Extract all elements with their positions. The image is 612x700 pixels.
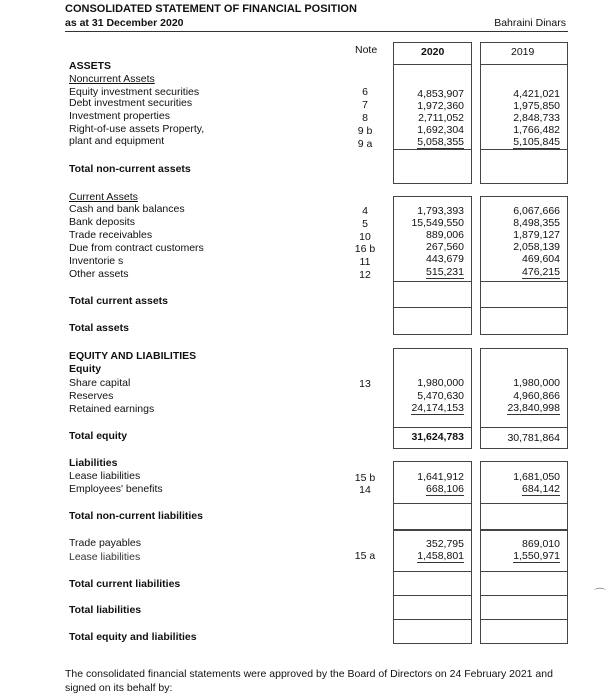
row-note: 15 a (354, 550, 376, 562)
row-value-2020: 443,679 (426, 253, 464, 265)
row-label: Trade payables (69, 537, 141, 549)
total-equity-label: Total equity (69, 430, 128, 442)
row-label: Equity investment securities (69, 86, 200, 98)
row-label: Reserves (69, 390, 114, 402)
total-noncurrent-2020-box (393, 150, 472, 184)
row-value-2019: 4,960,866 (513, 390, 560, 402)
total-current-liabilities-label: Total current liabilities (69, 578, 181, 590)
row-value-2020: 1,641,912 (417, 471, 464, 483)
row-label: Employees' benefits (69, 483, 163, 495)
row-value-2019: 8,498,355 (513, 217, 560, 229)
approval-note: The consolidated financial statements were approved by the Board of Directors on 24 February 2021 and signed on its behalf by: (65, 668, 553, 694)
row-value-2019: 469,604 (522, 253, 560, 265)
row-value-2020: 889,006 (426, 229, 464, 241)
row-value-2020: 1,980,000 (417, 377, 464, 389)
total-equity-2019: 30,781,864 (507, 432, 560, 444)
total-eq-liab-2020-box (393, 620, 472, 644)
row-note: 6 (362, 86, 368, 98)
total-ncl-2019-box (480, 504, 568, 530)
row-label: Lease liabilities (69, 470, 141, 482)
assets-heading: ASSETS (69, 60, 112, 72)
total-equity-2020: 31,624,783 (411, 431, 464, 443)
row-note: 4 (362, 205, 368, 217)
row-note: 9 b (357, 125, 373, 137)
row-value-2019: 5,105,845 (513, 136, 560, 148)
current-assets-heading: Current Assets (69, 191, 138, 203)
row-note: 13 (359, 378, 371, 390)
total-liabilities-label: Total liabilities (69, 604, 142, 616)
total-noncurrent-2019-box (480, 150, 568, 184)
note-column-header: Note (355, 44, 378, 56)
total-ncl-2020-box (393, 504, 472, 530)
row-value-2020: 1,692,304 (417, 124, 464, 136)
row-value-2020: 5,058,355 (417, 136, 464, 148)
total-assets-label: Total assets (69, 322, 129, 334)
liabilities-heading: Liabilities (69, 457, 118, 469)
row-note: 5 (362, 218, 368, 230)
row-label: Bank deposits (69, 216, 135, 228)
row-note: 9 a (357, 138, 373, 150)
row-note: 10 (359, 231, 371, 243)
row-value-2019: 2,848,733 (513, 112, 560, 124)
row-value-2019: 23,840,998 (507, 402, 560, 414)
row-note: 16 b (354, 243, 376, 255)
row-label: Trade receivables (69, 229, 153, 241)
row-label: plant and equipment (69, 135, 165, 147)
row-value-2020: 668,106 (426, 483, 464, 495)
equity-liabilities-heading: EQUITY AND LIABILITIES (69, 350, 197, 362)
row-value-2020: 1,793,393 (417, 205, 464, 217)
total-current-2020-box (393, 282, 472, 308)
row-value-2020: 5,470,630 (417, 390, 464, 402)
row-value-2019: 4,421,021 (513, 88, 560, 100)
row-label: Other assets (69, 268, 129, 280)
row-note: 11 (359, 256, 371, 268)
row-label: Inventorie s (69, 255, 124, 267)
total-noncurrent-liabilities-label: Total non-current liabilities (69, 510, 203, 522)
row-value-2019: 1,879,127 (513, 229, 560, 241)
row-value-2020: 267,560 (426, 241, 464, 253)
total-cl-2019-box (480, 572, 568, 596)
row-value-2019: 869,010 (522, 538, 560, 550)
total-current-assets-label: Total current assets (69, 295, 169, 307)
row-value-2019: 1,766,482 (513, 124, 560, 136)
year-2020-header: 2020 (421, 46, 445, 58)
total-cl-2020-box (393, 572, 472, 596)
row-label: Retained earnings (69, 403, 155, 415)
row-value-2020: 24,174,153 (411, 402, 464, 414)
row-label: Lease liabilities (69, 551, 141, 563)
header-rule (65, 31, 568, 32)
total-assets-2019-box (480, 308, 568, 335)
total-noncurrent-assets-label: Total non-current assets (69, 163, 191, 175)
total-liab-2019-box (480, 596, 568, 620)
total-eq-liab-2019-box (480, 620, 568, 644)
row-label: Debt investment securities (69, 97, 193, 109)
row-value-2020: 1,972,360 (417, 100, 464, 112)
row-value-2020: 15,549,550 (411, 217, 464, 229)
row-value-2020: 1,458,801 (417, 550, 464, 562)
row-note: 15 b (354, 472, 376, 484)
statement-date: as at 31 December 2020 (65, 17, 184, 29)
row-value-2019: 6,067,666 (513, 205, 560, 217)
total-assets-2020-box (393, 308, 472, 335)
row-note: 8 (362, 112, 368, 124)
equity-heading: Equity (69, 363, 102, 375)
noncurrent-assets-heading: Noncurrent Assets (69, 73, 155, 85)
row-note: 14 (359, 484, 371, 496)
row-value-2019: 1,975,850 (513, 100, 560, 112)
row-label: Due from contract customers (69, 242, 204, 254)
row-value-2019: 1,681,050 (513, 471, 560, 483)
row-label: Share capital (69, 377, 131, 389)
row-value-2019: 1,980,000 (513, 377, 560, 389)
year-2019-header: 2019 (511, 46, 535, 58)
currency-label: Bahraini Dinars (494, 17, 566, 29)
row-value-2020: 515,231 (426, 266, 464, 278)
row-value-2019: 1,550,971 (513, 550, 560, 562)
row-value-2019: 476,215 (522, 266, 560, 278)
row-value-2020: 2,711,052 (418, 112, 464, 124)
row-label: Cash and bank balances (69, 203, 185, 215)
row-label: Investment properties (69, 110, 170, 122)
total-current-2019-box (480, 282, 568, 308)
row-value-2020: 352,795 (426, 538, 464, 550)
statement-title: CONSOLIDATED STATEMENT OF FINANCIAL POSITION (65, 3, 357, 15)
pen-mark-icon: ⌒ (594, 587, 607, 601)
row-value-2019: 2,058,139 (513, 241, 560, 253)
total-equity-and-liabilities-label: Total equity and liabilities (69, 631, 197, 643)
row-value-2019: 684,142 (522, 483, 560, 495)
row-note: 12 (359, 269, 371, 281)
total-liab-2020-box (393, 596, 472, 620)
row-value-2020: 4,853,907 (417, 88, 464, 100)
row-note: 7 (362, 99, 368, 111)
row-label: Right-of-use assets Property, (69, 123, 205, 135)
